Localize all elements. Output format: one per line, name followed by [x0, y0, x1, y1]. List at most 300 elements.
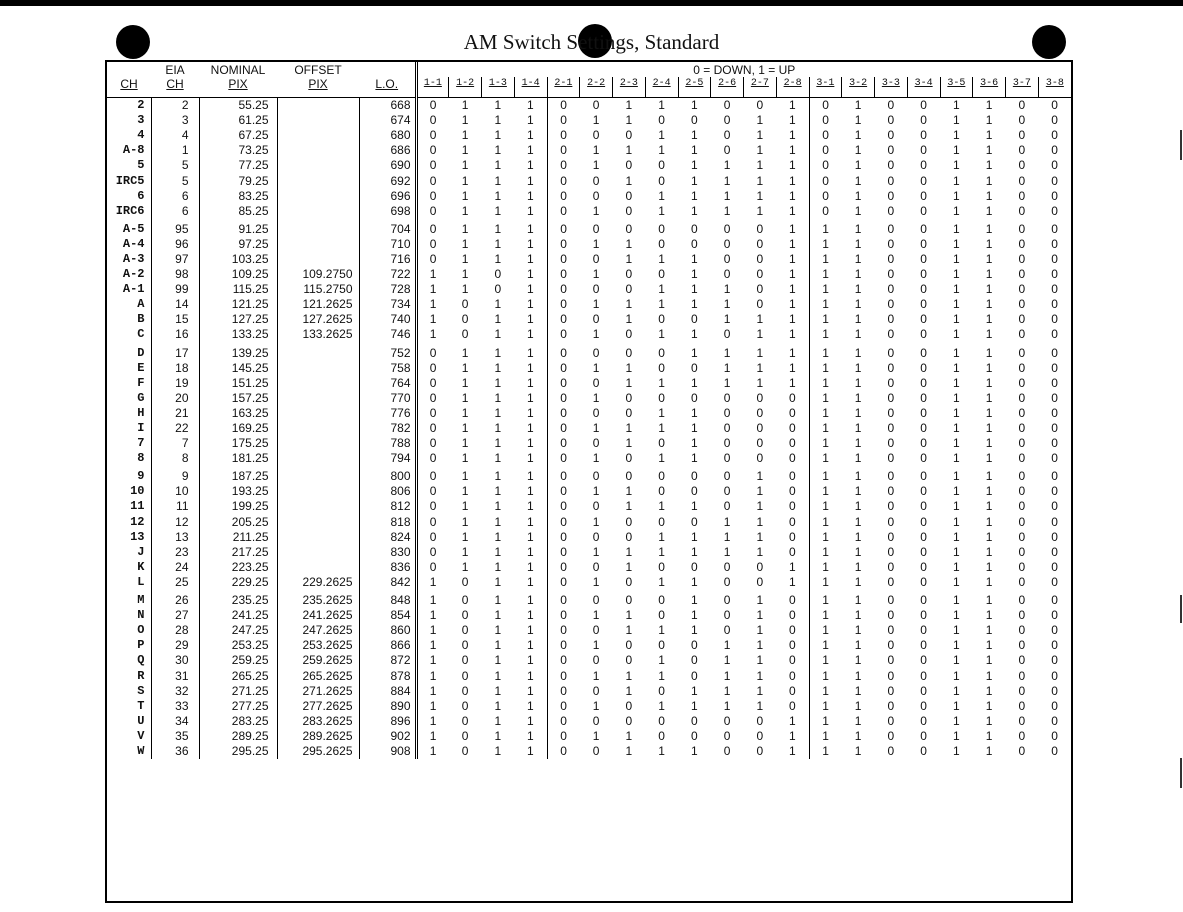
- switch-bit-cell: 0: [429, 451, 437, 466]
- switch-bit-cell: 1: [494, 128, 502, 143]
- switch-bit-cell: 1: [658, 653, 665, 668]
- switch-bit-cell: 0: [592, 743, 600, 758]
- switch-bit-cell: 0: [429, 143, 437, 158]
- offset-pix-cell: [277, 406, 359, 421]
- switch-bit-cell: 0: [920, 312, 927, 327]
- switch-bit-cell: 0: [776, 638, 809, 653]
- switch-bit-cell: 1: [776, 158, 809, 173]
- switch-bit-cell: 0: [560, 236, 567, 251]
- switch-bit-cell: 1: [985, 128, 993, 143]
- switch-bit-cell: 0: [756, 713, 764, 728]
- switch-bit-cell: 0: [1051, 638, 1058, 653]
- switch-bit-cell: 1: [592, 638, 600, 653]
- switch-bit-cell: 0: [1051, 327, 1058, 342]
- switch-bit-cell: 1: [514, 128, 547, 143]
- switch-bit-cell: 1: [658, 421, 665, 436]
- switch-bit-cell: 1: [776, 714, 809, 729]
- switch-bit-cell: 0: [756, 236, 764, 251]
- switch-bit-cell: 1: [691, 158, 698, 173]
- eia-channel-cell: 6: [151, 189, 199, 204]
- switch-bit-cell: 0: [920, 421, 927, 436]
- switch-bit-cell: 0: [723, 221, 731, 236]
- switch-bit-cell: 0: [723, 390, 731, 405]
- switch-bit-cell: 1: [625, 375, 633, 390]
- switch-bit-cell: 0: [560, 327, 567, 342]
- switch-bit-cell: 1: [514, 499, 547, 514]
- channel-cell: IRC5: [107, 173, 151, 188]
- lo-frequency-cell: 884: [359, 684, 416, 699]
- switch-bit-cell: 1: [822, 297, 829, 312]
- switch-bit-cell: 1: [494, 683, 502, 698]
- nominal-pix-cell: 127.25: [199, 312, 277, 327]
- switch-bit-cell: 1: [776, 560, 809, 575]
- switch-bit-cell: 0: [887, 375, 895, 390]
- switch-bit-cell: 0: [658, 221, 665, 236]
- table-row: [107, 327, 1071, 342]
- switch-bit-cell: 1: [822, 436, 829, 451]
- table-row: [107, 421, 1071, 436]
- offset-pix-cell: [277, 436, 359, 451]
- nominal-pix-cell: 169.25: [199, 421, 277, 436]
- switch-bit-cell: 1: [461, 143, 469, 158]
- switch-bit-cell: 0: [1018, 451, 1026, 466]
- nominal-pix-cell: 277.25: [199, 699, 277, 714]
- switch-bit-cell: 0: [756, 728, 764, 743]
- switch-bit-cell: 1: [822, 251, 829, 266]
- channel-cell: W: [107, 744, 151, 759]
- table-row: [107, 128, 1071, 143]
- switch-bit-cell: 1: [592, 390, 600, 405]
- switch-bit-cell: 1: [985, 668, 993, 683]
- switch-bit-cell: 0: [625, 529, 633, 544]
- switch-bit-cell: 1: [985, 98, 993, 113]
- channel-cell: 4: [107, 128, 151, 143]
- header-row-top: [107, 62, 1071, 77]
- switch-bit-cell: 0: [1051, 360, 1058, 375]
- nominal-pix-cell: 253.25: [199, 638, 277, 653]
- switch-bit-cell: 1: [691, 282, 698, 297]
- switch-bit-cell: 1: [822, 559, 829, 574]
- switch-bit-cell: 1: [691, 405, 698, 420]
- switch-bit-cell: 1: [514, 515, 547, 530]
- switch-bit-cell: 0: [560, 638, 567, 653]
- switch-bit-cell: 0: [691, 113, 698, 128]
- switch-bit-cell: 0: [920, 158, 927, 173]
- switch-bit-cell: 1: [854, 469, 862, 484]
- switch-bit-cell: 0: [1018, 544, 1026, 559]
- switch-bit-cell: 0: [1051, 653, 1058, 668]
- switch-bit-cell: 0: [429, 345, 437, 360]
- channel-cell: C: [107, 327, 151, 342]
- switch-bit-cell: 1: [985, 203, 993, 218]
- switch-bit-cell: 0: [822, 188, 829, 203]
- switch-header-3-1: 3-1: [809, 77, 842, 98]
- switch-bit-cell: 1: [723, 544, 731, 559]
- channel-cell: D: [107, 343, 151, 361]
- switch-bit-cell: 0: [1051, 608, 1058, 623]
- switch-bit-cell: 0: [625, 327, 633, 342]
- switch-bit-cell: 1: [514, 297, 547, 312]
- switch-bit-cell: 0: [822, 113, 829, 128]
- switch-bit-cell: 0: [461, 728, 469, 743]
- switch-bit-cell: 1: [494, 713, 502, 728]
- table-row: [107, 158, 1071, 173]
- switch-bit-cell: 1: [494, 469, 502, 484]
- switch-bit-cell: 1: [461, 173, 469, 188]
- switch-bit-cell: 1: [985, 188, 993, 203]
- switch-bit-cell: 0: [691, 360, 698, 375]
- switch-bit-cell: 1: [625, 251, 633, 266]
- lo-frequency-cell: 812: [359, 499, 416, 514]
- switch-bit-cell: 1: [953, 113, 960, 128]
- nominal-pix-cell: 77.25: [199, 158, 277, 173]
- switch-bit-cell: 1: [953, 436, 960, 451]
- switch-bit-cell: 0: [723, 421, 731, 436]
- offset-pix-cell: 109.2750: [277, 267, 359, 282]
- switch-bit-cell: 0: [920, 143, 927, 158]
- switch-bit-cell: 1: [822, 623, 829, 638]
- switch-bit-cell: 1: [625, 623, 633, 638]
- switch-bit-cell: 1: [723, 203, 731, 218]
- eia-channel-cell: 98: [151, 267, 199, 282]
- switch-bit-cell: 0: [461, 297, 469, 312]
- switch-bit-cell: 0: [1018, 158, 1026, 173]
- nominal-pix-cell: 223.25: [199, 560, 277, 575]
- switch-bit-cell: 0: [1051, 173, 1058, 188]
- switch-bit-cell: 0: [887, 98, 895, 113]
- switch-header-2-2: 2-2: [580, 77, 613, 98]
- switch-bit-cell: 1: [625, 360, 633, 375]
- offset-pix-cell: [277, 113, 359, 128]
- switch-bit-cell: 1: [723, 668, 731, 683]
- switch-bit-cell: 1: [514, 668, 547, 683]
- switch-bit-cell: 0: [1018, 698, 1026, 713]
- switch-bit-cell: 0: [1018, 297, 1026, 312]
- switch-bit-cell: 0: [887, 158, 895, 173]
- offset-pix-cell: [277, 499, 359, 514]
- switch-bit-cell: 1: [691, 327, 698, 342]
- switch-bit-cell: 1: [953, 188, 960, 203]
- switch-bit-cell: 0: [1018, 203, 1026, 218]
- channel-cell: 2: [107, 98, 151, 114]
- lo-header-spacer: [359, 62, 416, 77]
- switch-bit-cell: 0: [560, 593, 567, 608]
- eia-channel-cell: 27: [151, 608, 199, 623]
- eia-channel-cell: 28: [151, 623, 199, 638]
- switch-bit-cell: 0: [560, 608, 567, 623]
- switch-bit-cell: 1: [514, 158, 547, 173]
- switch-bit-cell: 0: [822, 98, 829, 113]
- switch-bit-cell: 1: [822, 405, 829, 420]
- switch-bit-cell: 1: [953, 405, 960, 420]
- switch-bit-cell: 1: [953, 484, 960, 499]
- switch-bit-cell: 1: [494, 514, 502, 529]
- nominal-pix-cell: 163.25: [199, 406, 277, 421]
- switch-bit-cell: 0: [1051, 98, 1058, 113]
- switch-bit-cell: 0: [887, 188, 895, 203]
- switch-bit-cell: 0: [1018, 499, 1026, 514]
- nominal-pix-cell: 139.25: [199, 343, 277, 361]
- switch-bit-cell: 1: [429, 608, 437, 623]
- switch-bit-cell: 1: [776, 143, 809, 158]
- switch-bit-cell: 1: [756, 544, 764, 559]
- channel-cell: E: [107, 361, 151, 376]
- offset-pix-cell: [277, 158, 359, 173]
- lo-frequency-cell: 746: [359, 327, 416, 342]
- switch-bit-cell: 1: [985, 282, 993, 297]
- switch-bit-cell: 1: [514, 421, 547, 436]
- switch-bit-cell: 1: [625, 608, 633, 623]
- offset-pix-cell: [277, 376, 359, 391]
- switch-bit-cell: 1: [691, 623, 698, 638]
- switch-bit-cell: 1: [756, 469, 764, 484]
- switch-bit-cell: 0: [756, 405, 764, 420]
- switch-bit-cell: 0: [1018, 421, 1026, 436]
- switch-bit-cell: 1: [822, 221, 829, 236]
- switch-bit-cell: 1: [625, 559, 633, 574]
- switch-bit-cell: 1: [691, 143, 698, 158]
- channel-cell: 3: [107, 113, 151, 128]
- switch-bit-cell: 1: [461, 360, 469, 375]
- switch-bit-cell: 1: [756, 593, 764, 608]
- switch-bit-cell: 0: [920, 327, 927, 342]
- switch-bit-cell: 0: [658, 173, 665, 188]
- switch-bit-cell: 1: [854, 158, 862, 173]
- switch-bit-cell: 1: [723, 312, 731, 327]
- switch-bit-cell: 0: [625, 593, 633, 608]
- switch-bit-cell: 1: [429, 574, 437, 589]
- switch-bit-cell: 1: [514, 684, 547, 699]
- switch-bit-cell: 0: [1018, 375, 1026, 390]
- switch-settings-table: [107, 62, 1071, 759]
- switch-bit-cell: 0: [887, 529, 895, 544]
- lo-frequency-cell: 692: [359, 173, 416, 188]
- top-scan-edge: [0, 0, 1183, 6]
- channel-cell: O: [107, 623, 151, 638]
- eia-channel-cell: 11: [151, 499, 199, 514]
- offset-pix-cell: [277, 343, 359, 361]
- switch-bit-cell: 1: [691, 608, 698, 623]
- switch-bit-cell: 1: [658, 203, 665, 218]
- switch-bit-cell: 1: [658, 743, 665, 758]
- switch-bit-cell: 0: [1018, 282, 1026, 297]
- offset-pix-cell: 121.2625: [277, 297, 359, 312]
- switch-bit-cell: 1: [854, 728, 862, 743]
- switch-bit-cell: 0: [1051, 544, 1058, 559]
- switch-bit-cell: 1: [514, 744, 547, 759]
- table-row: [107, 237, 1071, 252]
- lo-frequency-cell: 872: [359, 653, 416, 668]
- switch-bit-cell: 1: [985, 713, 993, 728]
- switch-bit-cell: 1: [514, 560, 547, 575]
- switch-bit-cell: 0: [691, 713, 698, 728]
- switch-bit-cell: 1: [429, 713, 437, 728]
- switch-bit-cell: 1: [953, 713, 960, 728]
- channel-cell: 9: [107, 466, 151, 484]
- eia-channel-cell: 1: [151, 143, 199, 158]
- switch-bit-cell: 1: [461, 128, 469, 143]
- switch-bit-cell: 1: [854, 98, 862, 113]
- switch-bit-cell: 0: [658, 113, 665, 128]
- switch-bit-cell: 0: [592, 469, 600, 484]
- nominal-pix-cell: 55.25: [199, 98, 277, 114]
- switch-bit-cell: 1: [822, 327, 829, 342]
- switch-bit-cell: 1: [854, 623, 862, 638]
- switch-bit-cell: 0: [560, 267, 567, 282]
- switch-bit-cell: 1: [723, 529, 731, 544]
- eia-channel-cell: 35: [151, 729, 199, 744]
- switch-bit-cell: 1: [592, 267, 600, 282]
- nominal-pix-cell: 211.25: [199, 530, 277, 545]
- channel-cell: 6: [107, 189, 151, 204]
- switch-bit-cell: 1: [822, 282, 829, 297]
- switch-bit-cell: 0: [887, 345, 895, 360]
- switch-bit-cell: 1: [822, 593, 829, 608]
- switch-bit-cell: 1: [854, 436, 862, 451]
- switch-bit-cell: 1: [514, 237, 547, 252]
- switch-bit-cell: 0: [756, 436, 764, 451]
- switch-bit-cell: 0: [658, 345, 665, 360]
- switch-bit-cell: 1: [494, 143, 502, 158]
- switch-header-2-8: 2-8: [776, 77, 809, 98]
- switch-bit-cell: 0: [920, 267, 927, 282]
- switch-bit-cell: 1: [822, 469, 829, 484]
- switch-bit-cell: 0: [560, 683, 567, 698]
- switch-bit-cell: 1: [691, 128, 698, 143]
- switch-bit-cell: 0: [920, 668, 927, 683]
- switch-bit-cell: 1: [854, 360, 862, 375]
- switch-bit-cell: 0: [429, 173, 437, 188]
- switch-bit-cell: 1: [854, 514, 862, 529]
- switch-bit-cell: 1: [854, 327, 862, 342]
- switch-bit-cell: 1: [494, 345, 502, 360]
- switch-bit-cell: 1: [776, 297, 809, 312]
- switch-bit-cell: 1: [822, 544, 829, 559]
- switch-bit-cell: 0: [723, 484, 731, 499]
- switch-bit-cell: 1: [625, 436, 633, 451]
- switch-bit-cell: 1: [461, 544, 469, 559]
- switch-bit-cell: 1: [985, 143, 993, 158]
- nominal-pix-cell: 115.25: [199, 282, 277, 297]
- table-row: [107, 590, 1071, 608]
- table-row: [107, 267, 1071, 282]
- switch-bit-cell: 1: [756, 608, 764, 623]
- switch-bit-cell: 1: [494, 499, 502, 514]
- switch-bit-cell: 1: [953, 173, 960, 188]
- switch-bit-cell: 0: [592, 282, 600, 297]
- nominal-pix-cell: 181.25: [199, 451, 277, 466]
- switch-bit-cell: 0: [592, 683, 600, 698]
- switch-bit-cell: 1: [776, 376, 809, 391]
- switch-bit-cell: 0: [920, 436, 927, 451]
- switch-bit-cell: 0: [776, 684, 809, 699]
- switch-bit-cell: 1: [658, 251, 665, 266]
- switch-bit-cell: 1: [756, 173, 764, 188]
- switch-bit-cell: 0: [920, 608, 927, 623]
- eia-channel-cell: 17: [151, 343, 199, 361]
- switch-bit-cell: 1: [514, 143, 547, 158]
- switch-bit-cell: 0: [560, 282, 567, 297]
- switch-bit-cell: 0: [560, 574, 567, 589]
- lo-frequency-cell: 722: [359, 267, 416, 282]
- switch-bit-cell: 0: [1051, 297, 1058, 312]
- table-row: [107, 466, 1071, 484]
- switch-bit-cell: 1: [776, 173, 809, 188]
- switch-bit-cell: 0: [723, 128, 731, 143]
- switch-bit-cell: 0: [822, 158, 829, 173]
- eia-channel-cell: 18: [151, 361, 199, 376]
- switch-bit-cell: 1: [723, 653, 731, 668]
- offset-pix-cell: 235.2625: [277, 590, 359, 608]
- switch-bit-cell: 1: [985, 608, 993, 623]
- channel-cell: IRC6: [107, 204, 151, 219]
- lo-frequency-cell: 848: [359, 590, 416, 608]
- switch-bit-cell: 1: [985, 574, 993, 589]
- channel-cell: A: [107, 297, 151, 312]
- table-row: [107, 376, 1071, 391]
- switch-header-2-4: 2-4: [645, 77, 678, 98]
- switch-bit-cell: 1: [625, 173, 633, 188]
- nominal-pix-cell: 61.25: [199, 113, 277, 128]
- table-row: [107, 391, 1071, 406]
- switch-bit-cell: 0: [776, 699, 809, 714]
- lo-frequency-cell: 752: [359, 343, 416, 361]
- switch-bit-cell: 1: [854, 405, 862, 420]
- switch-bit-cell: 0: [625, 653, 633, 668]
- offset-pix-cell: [277, 143, 359, 158]
- switch-bit-cell: 0: [1018, 436, 1026, 451]
- table-row: [107, 699, 1071, 714]
- switch-bit-cell: 1: [494, 559, 502, 574]
- switch-bit-cell: 1: [592, 421, 600, 436]
- eia-channel-cell: 9: [151, 466, 199, 484]
- switch-bit-cell: 1: [658, 188, 665, 203]
- switch-bit-cell: 0: [1018, 390, 1026, 405]
- switch-bit-cell: 1: [658, 698, 665, 713]
- switch-bit-cell: 0: [756, 267, 764, 282]
- channel-cell: U: [107, 714, 151, 729]
- nominal-pix-cell: 79.25: [199, 173, 277, 188]
- switch-bit-cell: 0: [920, 698, 927, 713]
- switch-bit-cell: 0: [658, 236, 665, 251]
- switch-bit-cell: 1: [985, 451, 993, 466]
- switch-bit-cell: 1: [854, 698, 862, 713]
- lo-frequency-cell: 716: [359, 252, 416, 267]
- switch-bit-cell: 1: [514, 343, 547, 361]
- eia-channel-cell: 29: [151, 638, 199, 653]
- switch-bit-cell: 1: [658, 375, 665, 390]
- switch-header-3-3: 3-3: [875, 77, 908, 98]
- switch-bit-cell: 0: [920, 345, 927, 360]
- eia-channel-cell: 32: [151, 684, 199, 699]
- switch-bit-cell: 0: [887, 668, 895, 683]
- switch-bit-cell: 1: [953, 143, 960, 158]
- switch-bit-cell: 0: [429, 158, 437, 173]
- switch-bit-cell: 0: [887, 297, 895, 312]
- switch-bit-cell: 1: [756, 529, 764, 544]
- switch-bit-cell: 0: [920, 390, 927, 405]
- switch-bit-cell: 0: [1051, 623, 1058, 638]
- switch-bit-cell: 1: [953, 98, 960, 113]
- switch-bit-cell: 0: [1018, 405, 1026, 420]
- eia-channel-cell: 6: [151, 204, 199, 219]
- table-row: [107, 143, 1071, 158]
- switch-bit-cell: 0: [560, 728, 567, 743]
- switch-bit-cell: 0: [756, 743, 764, 758]
- ch-header-spacer: [107, 62, 151, 77]
- switch-bit-cell: 0: [1018, 188, 1026, 203]
- switch-bit-cell: 0: [560, 623, 567, 638]
